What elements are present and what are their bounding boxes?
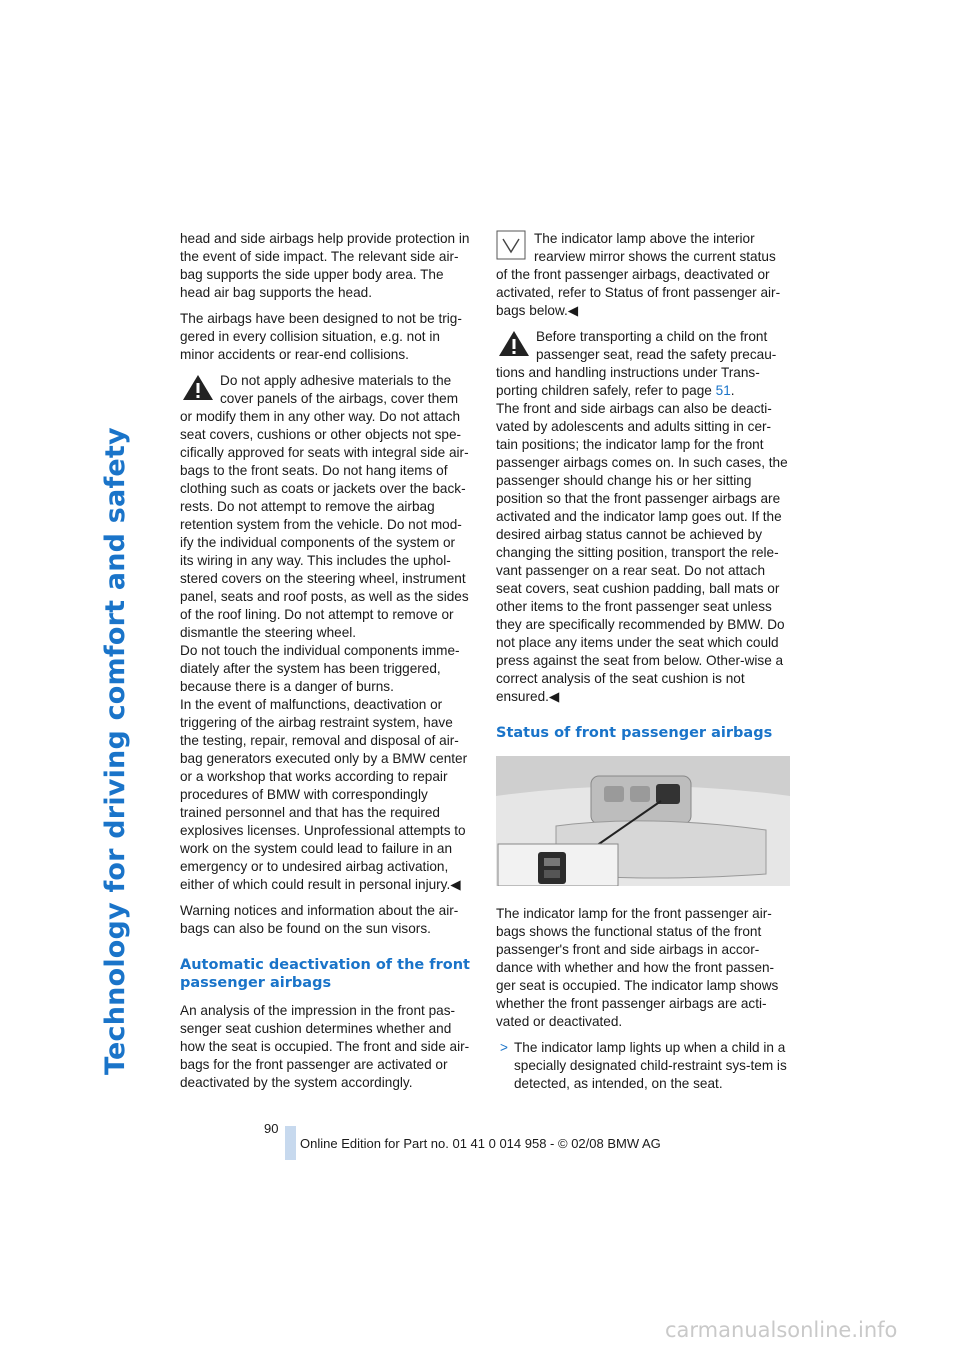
paragraph: The airbags have been designed to not be trig-gered in every collision situation, e.g. not in minor accidents or rear-end collisions.	[180, 311, 462, 362]
list-item-text: The indicator lamp lights up when a child in a specially designated child-restraint sys-tem is detected, as intended, on the seat.	[514, 1040, 787, 1091]
warning-block	[496, 328, 788, 706]
warning-block	[180, 372, 472, 894]
warning-text: .	[730, 383, 735, 398]
section-heading: Status of front passenger airbags	[496, 725, 773, 741]
warning-text: In the event of malfunctions, deactivation or triggering of the airbag restraint system, have the testing, repair, removal and disposal of air-bag generators executed only by a BMW center or a workshop that works according to repair procedures of BMW with correspondingly trained personnel and that has the required explosives licenses. Unprofessional attempts to work on the system could lead to failure in an emergency or to undesired airbag activation, either of which could result in personal injury.◀	[180, 697, 468, 892]
chapter-side-title: Technology for driving comfort and safety	[100, 427, 131, 1075]
warning-text: Before transporting a child on the front passenger seat, read the safety precau-tions and handling instructions under Trans-porting children safely, refer to page	[496, 329, 777, 398]
warning-icon	[496, 328, 532, 360]
left-column	[180, 230, 472, 1100]
warning-text: The front and side airbags can also be deacti-vated by adolescents and adults sitting in cer-tain positions; the indicator lamp for the front passenger airbags comes on. In such cases, the passenger should change his or her sitting position so that the front passenger airbags are activated and the indicator lamp goes out. If the desired airbag status cannot be achieved by changing the sitting position, transport the rele-vant passenger on a rear seat. Do not attach seat covers, seat cushion padding, ball mats or other items to the front passenger seat unless they are specifically recommended by BMW. Do not place any items under the seat which could press against the seat from below. Other-wise a correct analysis of the seat cushion is not ensured.◀	[496, 401, 788, 704]
footer-accent-bar	[285, 1126, 296, 1160]
list-item	[496, 1039, 788, 1093]
note-text: The indicator lamp above the interior rearview mirror shows the current status of the front passenger airbags, deactivated or activated, refer to Status of front passenger air-bags below.◀	[496, 231, 781, 318]
paragraph: An analysis of the impression in the front pas-senger seat cushion determines whether and how the seat is occupied. The front and side air-bags for the front passenger are activated or deactivated by the system accordingly.	[180, 1003, 470, 1090]
page-reference-link[interactable]: 51	[715, 383, 731, 398]
warning-text: Do not apply adhesive materials to the cover panels of the airbags, cover them or modify them in any other way. Do not attach seat covers, cushions or other objects not spe-cifically approved for seats with integral side air-bags to the front seats. Do not hang items of clothing such as coats or jackets over the back-rests. Do not attempt to remove the airbag retention system from the vehicle. Do not mod-ify the individual components of the system or its wiring in any way. This includes the uphol-stered covers on the steering wheel, instrument panel, seats and roof posts, as well as the sides of the roof lining. Do not attempt to remove or dismantle the steering wheel.	[180, 373, 469, 640]
section-heading: Automatic deactivation of the front passenger airbags	[180, 957, 470, 991]
note-arrow-icon	[496, 230, 526, 260]
paragraph: Warning notices and information about the air-bags can also be found on the sun visors.	[180, 903, 459, 936]
bullet-marker: >	[500, 1040, 508, 1055]
right-column	[496, 230, 788, 1093]
footer-edition: Online Edition for Part no. 01 41 0 014 958 - © 02/08 BMW AG	[300, 1136, 661, 1151]
paragraph: head and side airbags help provide protection in the event of side impact. The relevant side air-bag supports the side upper body area. The head air bag supports the head.	[180, 231, 470, 300]
note-block	[496, 230, 788, 320]
paragraph: The indicator lamp for the front passenger air-bags shows the functional status of the front passenger's front and side airbags in accor-dance with whether and how the front passen-ger seat is occupied. The indicator lamp shows whether the front passenger airbags are acti-vated or deactivated.	[496, 906, 779, 1029]
page-number: 90	[264, 1121, 279, 1136]
site-watermark: carmanualsonline.info	[665, 1318, 898, 1342]
indicator-lamp-figure	[496, 756, 790, 886]
warning-text: Do not touch the individual components imme-diately after the system has been triggered, because there is a danger of burns.	[180, 643, 460, 694]
warning-icon	[180, 372, 216, 404]
